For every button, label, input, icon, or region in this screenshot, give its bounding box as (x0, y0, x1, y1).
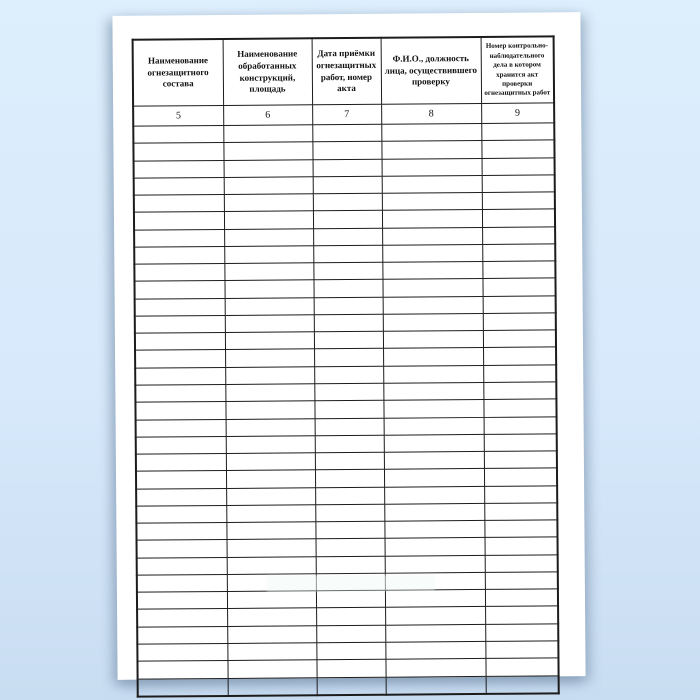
table-cell (384, 486, 484, 504)
table-cell (316, 590, 385, 608)
table-cell (226, 436, 315, 454)
table-cell (382, 262, 482, 280)
table-cell (136, 436, 226, 454)
table-cell (384, 417, 484, 435)
table-cell (483, 347, 556, 365)
table-cell (227, 556, 316, 574)
table-cell (134, 281, 224, 299)
table-cell (315, 504, 384, 522)
table-cell (313, 262, 382, 280)
table-cell (483, 296, 556, 314)
table-cell (226, 505, 315, 523)
table-cell (483, 365, 556, 383)
table-cell (135, 315, 225, 333)
table-cell (314, 366, 383, 384)
table-cell (316, 659, 385, 677)
table-cell (317, 677, 386, 695)
table-cell (485, 606, 558, 624)
table-cell (227, 608, 316, 626)
column-header-5: Наименование огнезащитного состава (133, 39, 224, 106)
table-cell (382, 158, 482, 176)
column-header-7: Дата приёмки огнезащитных работ, номер акта (312, 38, 382, 105)
table-cell (482, 244, 555, 262)
table-cell (383, 400, 483, 418)
table-row (138, 675, 559, 696)
table-cell (315, 435, 384, 453)
table-cell (383, 296, 483, 314)
table-cell (225, 349, 314, 367)
table-cell (482, 192, 555, 210)
table-cell (223, 125, 312, 143)
table-cell (137, 557, 227, 575)
table-cell (485, 537, 558, 555)
table-cell (316, 539, 385, 557)
table-cell (226, 453, 315, 471)
table-cell (481, 140, 554, 158)
table-cell (483, 382, 556, 400)
table-cell (485, 624, 558, 642)
table-cell (314, 314, 383, 332)
table-cell (137, 661, 227, 679)
table-cell (312, 124, 381, 142)
table-cell (313, 245, 382, 263)
table-cell (135, 333, 225, 351)
table-cell (224, 159, 313, 177)
table-cell (313, 211, 382, 229)
table-cell (484, 416, 557, 434)
table-cell (484, 485, 557, 503)
table-cell (483, 330, 556, 348)
column-header-8: Ф.И.О., должность лица, осуществившего проверку (381, 37, 482, 104)
table-cell (385, 641, 485, 659)
column-number-7: 7 (312, 104, 381, 125)
blank-rows (133, 123, 558, 697)
column-number-8: 8 (381, 103, 481, 124)
table-cell (227, 643, 316, 661)
table-cell (136, 505, 226, 523)
table-cell (383, 313, 483, 331)
table-cell (136, 471, 226, 489)
table-cell (482, 278, 555, 296)
table-cell (134, 212, 224, 230)
column-header-6: Наименование обработанных конструкций, площадь (223, 38, 313, 105)
table-cell (314, 349, 383, 367)
table-cell (384, 451, 484, 469)
table-cell (382, 244, 482, 262)
table-cell (386, 676, 486, 695)
table-cell (383, 382, 483, 400)
table-cell (315, 418, 384, 436)
table-cell (483, 399, 556, 417)
table-cell (316, 608, 385, 626)
table-cell (135, 298, 225, 316)
table-cell (316, 642, 385, 660)
table-cell (313, 228, 382, 246)
table-cell (315, 521, 384, 539)
table-cell (135, 384, 225, 402)
table-cell (316, 573, 385, 591)
table-cell (135, 402, 225, 420)
table-cell (383, 365, 483, 383)
table-cell (315, 452, 384, 470)
table-cell (314, 400, 383, 418)
table-cell (484, 520, 557, 538)
table-cell (313, 176, 382, 194)
table-cell (225, 332, 314, 350)
table-cell (134, 160, 224, 178)
table-cell (384, 469, 484, 487)
table-cell (135, 367, 225, 385)
table-cell (316, 625, 385, 643)
column-number-6: 6 (223, 105, 312, 126)
table-cell (224, 263, 313, 281)
table-cell (484, 451, 557, 469)
column-header-9: Номер контрольно-наблюдательного дела в котором хранится акт проверки огнезащитных работ (481, 36, 555, 103)
table-cell (486, 675, 559, 693)
table-cell (227, 625, 316, 643)
table-cell (313, 159, 382, 177)
table-cell (137, 592, 227, 610)
table-cell (381, 123, 481, 141)
table-cell (383, 348, 483, 366)
paper-sheet (112, 12, 585, 680)
table-cell (385, 572, 485, 590)
table-cell (312, 142, 381, 160)
table-cell (137, 574, 227, 592)
table-cell (382, 193, 482, 211)
table-cell (484, 434, 557, 452)
table-cell (228, 677, 317, 695)
table-cell (485, 572, 558, 590)
table-cell (135, 350, 225, 368)
table-cell (482, 157, 555, 175)
table-cell (315, 470, 384, 488)
table-cell (385, 624, 485, 642)
table-cell (223, 142, 312, 160)
table-cell (385, 607, 485, 625)
table-cell (313, 193, 382, 211)
table-cell (225, 366, 314, 384)
table-cell (314, 331, 383, 349)
table-cell (316, 556, 385, 574)
table-cell (384, 434, 484, 452)
table-cell (227, 539, 316, 557)
journal-table (132, 35, 560, 697)
column-number-5: 5 (133, 105, 223, 126)
table-cell (314, 297, 383, 315)
table-cell (482, 175, 555, 193)
header-row (133, 36, 555, 106)
table-cell (385, 555, 485, 573)
table-cell (226, 522, 315, 540)
table-cell (137, 643, 227, 661)
table-cell (224, 280, 313, 298)
table-cell (313, 280, 382, 298)
table-cell (385, 590, 485, 608)
table-cell (134, 229, 224, 247)
table-cell (134, 246, 224, 264)
table-cell (226, 470, 315, 488)
table-cell (381, 141, 481, 159)
table-cell (385, 659, 485, 677)
table-cell (382, 210, 482, 228)
table-cell (225, 297, 314, 315)
table-cell (485, 555, 558, 573)
table-cell (137, 609, 227, 627)
table-cell (227, 660, 316, 678)
table-cell (224, 211, 313, 229)
table-cell (224, 246, 313, 264)
table-cell (133, 143, 223, 161)
table-cell (485, 658, 558, 676)
table-cell (227, 591, 316, 609)
table-cell (485, 641, 558, 659)
table-cell (482, 226, 555, 244)
table-cell (315, 487, 384, 505)
table-cell (382, 227, 482, 245)
table-cell (382, 279, 482, 297)
table-cell (226, 418, 315, 436)
table-cell (136, 419, 226, 437)
table-cell (482, 209, 555, 227)
table-cell (134, 177, 224, 195)
table-cell (137, 626, 227, 644)
table-cell (382, 175, 482, 193)
table-cell (227, 574, 316, 592)
table-cell (224, 177, 313, 195)
table-cell (225, 401, 314, 419)
table-cell (134, 195, 224, 213)
table-cell (484, 503, 557, 521)
table-cell (384, 503, 484, 521)
table-cell (483, 313, 556, 331)
table-cell (136, 454, 226, 472)
table-cell (314, 383, 383, 401)
table-cell (225, 315, 314, 333)
table-cell (136, 523, 226, 541)
table-cell (134, 264, 224, 282)
table-cell (481, 123, 554, 141)
table-cell (485, 589, 558, 607)
table-cell (226, 487, 315, 505)
table-cell (138, 678, 228, 696)
table-cell (224, 194, 313, 212)
table-cell (484, 468, 557, 486)
table-cell (137, 540, 227, 558)
table-cell (225, 384, 314, 402)
table-cell (385, 538, 485, 556)
column-number-9: 9 (481, 103, 554, 124)
table-cell (136, 488, 226, 506)
table-cell (133, 125, 223, 143)
table-cell (384, 521, 484, 539)
table-cell (224, 228, 313, 246)
table-cell (383, 331, 483, 349)
table-cell (482, 261, 555, 279)
